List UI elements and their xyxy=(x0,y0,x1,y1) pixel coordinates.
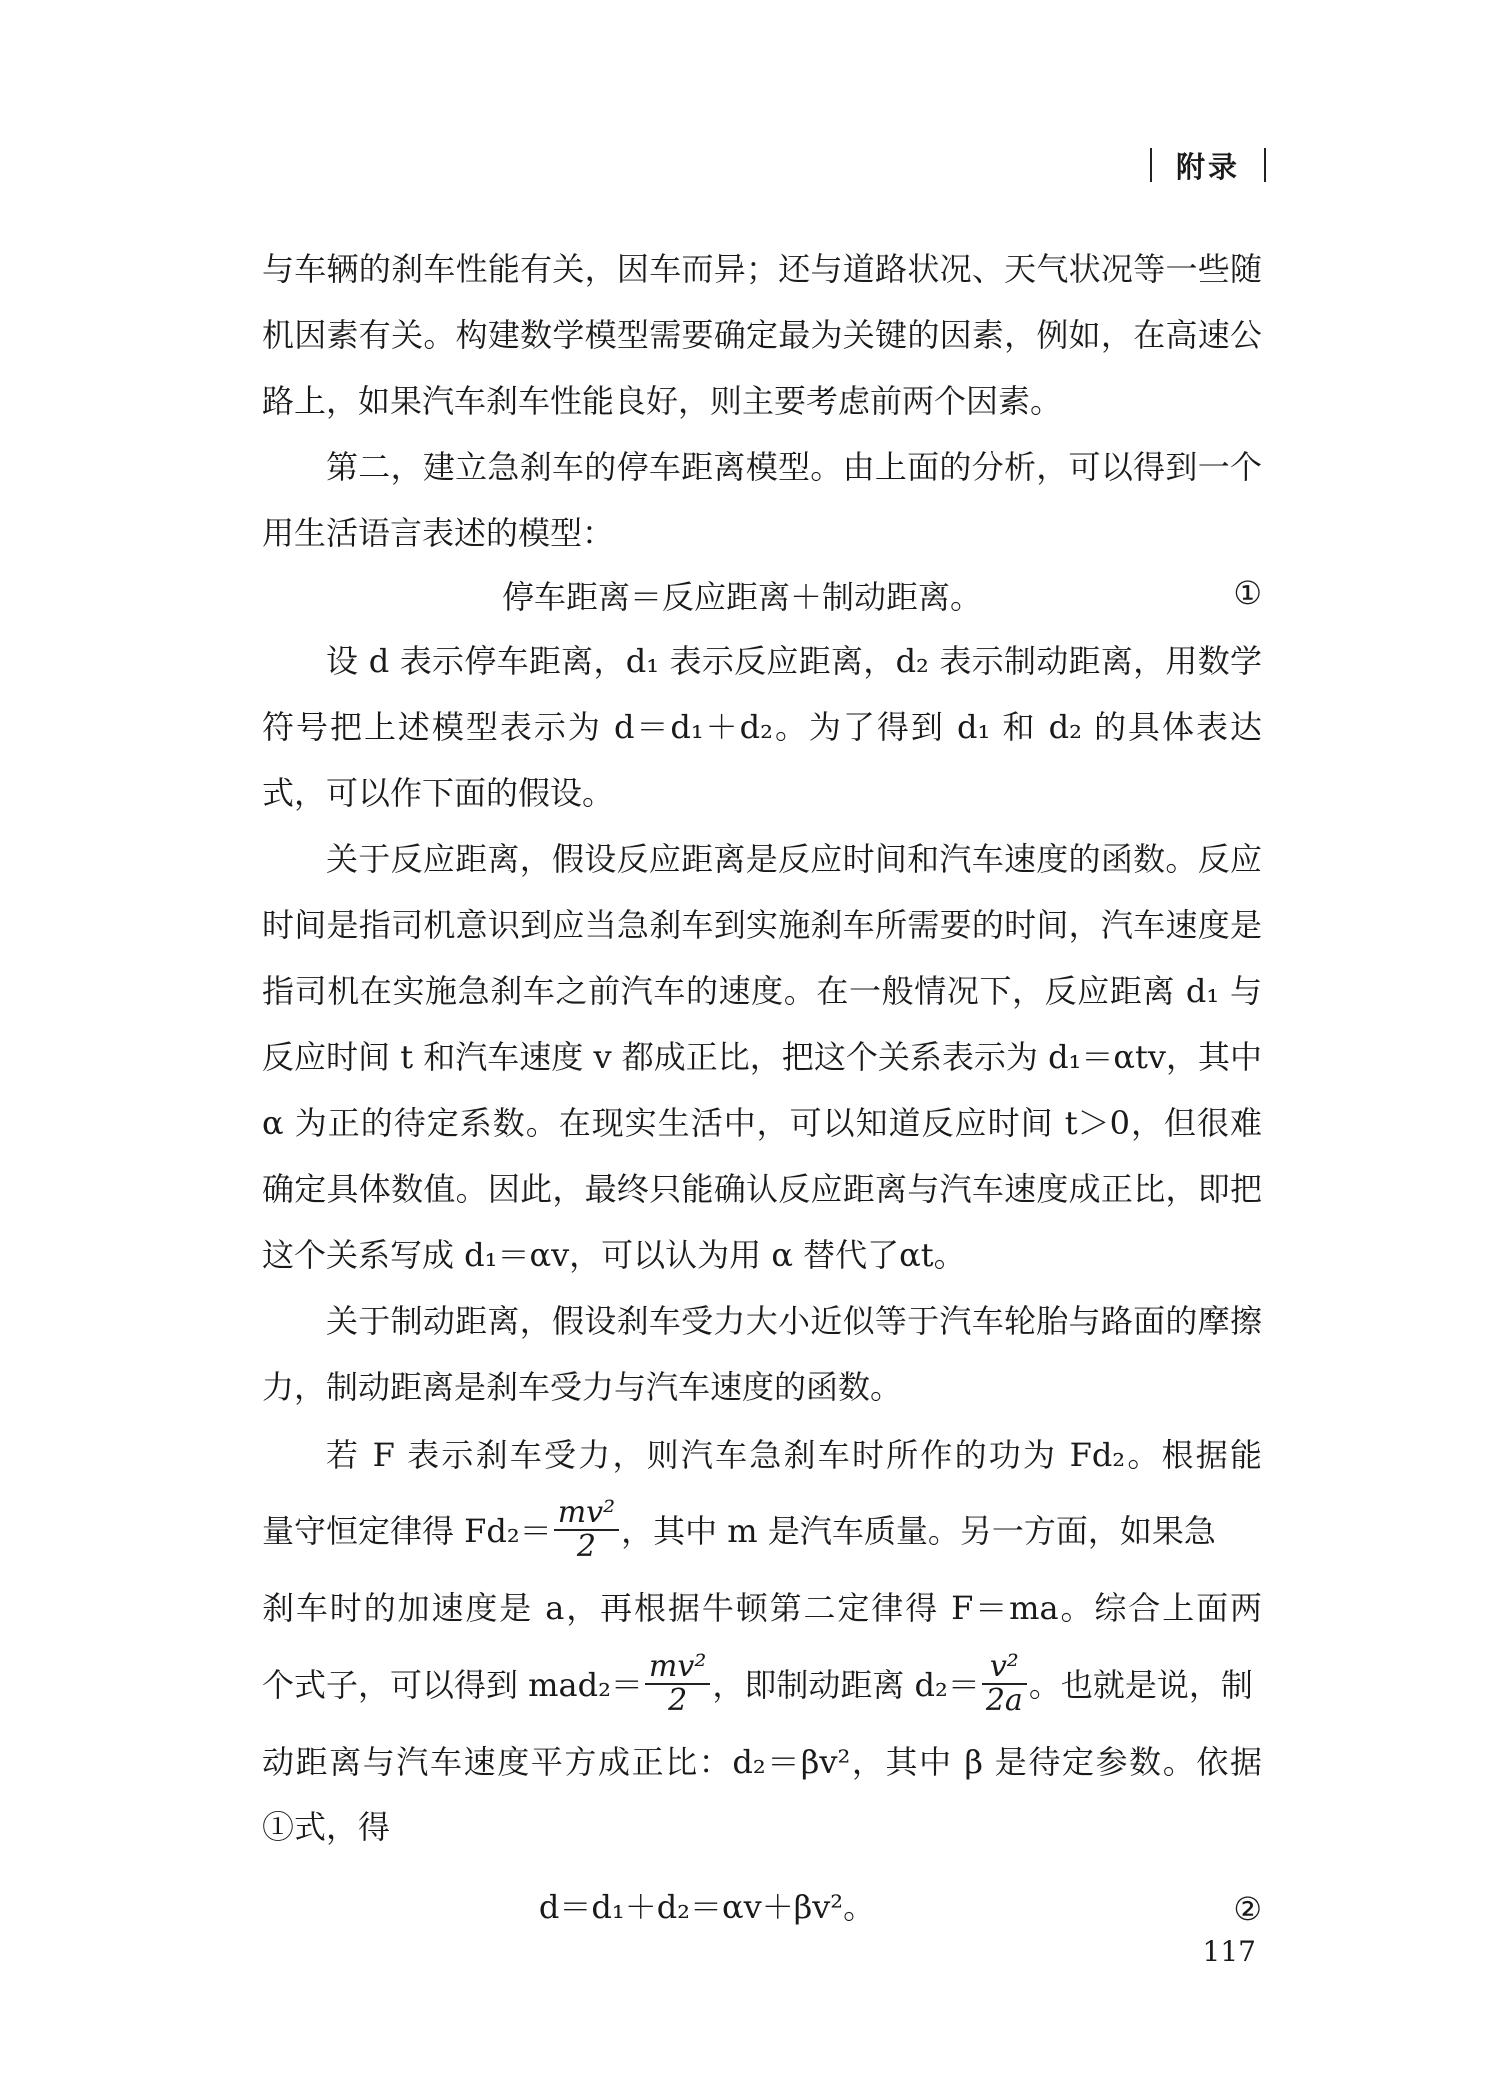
fraction-3 xyxy=(982,1651,1027,1716)
equation-1-tag: ① xyxy=(1233,574,1262,612)
force-line-4-a: 个式子，可以得到 mad₂＝ xyxy=(262,1666,643,1704)
fraction-1-num: mv² xyxy=(554,1497,619,1531)
force-line-5: 动距离与汽车速度平方成正比：d₂＝βv²，其中 β 是待定参数。依据 xyxy=(262,1743,1262,1781)
force-line-1: 若 F 表示刹车受力，则汽车急刹车时所作的功为 Fd₂。根据能 xyxy=(326,1436,1262,1474)
force-line-4 xyxy=(262,1644,1262,1726)
body-text xyxy=(262,236,1262,1952)
force-line-4-b: ，即制动距离 d₂＝ xyxy=(712,1666,980,1704)
paragraph-5: 关于制动距离，假设刹车受力大小近似等于汽车轮胎与路面的摩擦力，制动距离是刹车受力与汽车速度的函数。 xyxy=(262,1302,1262,1406)
fraction-1-den: 2 xyxy=(576,1528,596,1564)
header-left-bar xyxy=(1150,148,1152,182)
force-line-4-c: 。也就是说，制 xyxy=(1028,1666,1253,1704)
force-line-3: 刹车时的加速度是 a，再根据牛顿第二定律得 F＝ma。综合上面两 xyxy=(262,1589,1262,1627)
force-line-2 xyxy=(262,1490,1262,1572)
header-right-bar xyxy=(1264,148,1266,182)
fraction-3-den: 2a xyxy=(985,1682,1023,1718)
paragraph-2: 第二，建立急刹车的停车距离模型。由上面的分析，可以得到一个用生活语言表述的模型： xyxy=(262,448,1262,552)
fraction-2-den: 2 xyxy=(668,1682,688,1718)
force-line-6: ①式，得 xyxy=(262,1808,391,1846)
equation-2 xyxy=(262,1862,1262,1952)
running-header xyxy=(1150,145,1266,185)
fraction-3-num: v² xyxy=(982,1651,1027,1685)
paragraph-1: 与车辆的刹车性能有关，因车而异；还与道路状况、天气状况等一些随机因素有关。构建数学模型需要确定最为关键的因素，例如，在高速公路上，如果汽车刹车性能良好，则主要考虑前两个因素。 xyxy=(262,250,1262,420)
force-line-2-b: ，其中 m 是汽车质量。另一方面，如果急 xyxy=(621,1512,1216,1550)
paragraph-4: 关于反应距离，假设反应距离是反应时间和汽车速度的函数。反应时间是指司机意识到应当急刹车到实施刹车所需要的时间，汽车速度是指司机在实施急刹车之前汽车的速度。在一般情况下，反应距离 d₁ 与反应时间 t 和汽车速度 v 都成正比，把这个关系表示为 d₁＝αtv，其中 α 为正的待定系数。在现实生活中，可以知道反应时间 t＞0，但很难确定具体数值。因此，最终只能确认反应距离与汽车速度成正比，即把这个关系写成 d₁＝αv，可以认为用 α 替代了αt。 xyxy=(262,840,1262,1274)
paragraph-6 xyxy=(262,1420,1262,1856)
equation-1 xyxy=(262,566,1262,628)
equation-2-text: d＝d₁＋d₂＝αv＋βv²。 xyxy=(538,1888,876,1926)
paragraph-3: 设 d 表示停车距离，d₁ 表示反应距离，d₂ 表示制动距离，用数学符号把上述模型表示为 d＝d₁＋d₂。为了得到 d₁ 和 d₂ 的具体表达式，可以作下面的假设。 xyxy=(262,642,1262,812)
page-number: 117 xyxy=(1202,1935,1256,1968)
equation-2-tag: ② xyxy=(1233,1890,1262,1928)
equation-1-text: 停车距离＝反应距离＋制动距离。 xyxy=(501,578,982,616)
header-title: 附录 xyxy=(1175,149,1240,184)
fraction-1 xyxy=(554,1497,619,1562)
force-line-2-a: 量守恒定律得 Fd₂＝ xyxy=(262,1512,552,1550)
fraction-2 xyxy=(645,1651,710,1716)
fraction-2-num: mv² xyxy=(645,1651,710,1685)
